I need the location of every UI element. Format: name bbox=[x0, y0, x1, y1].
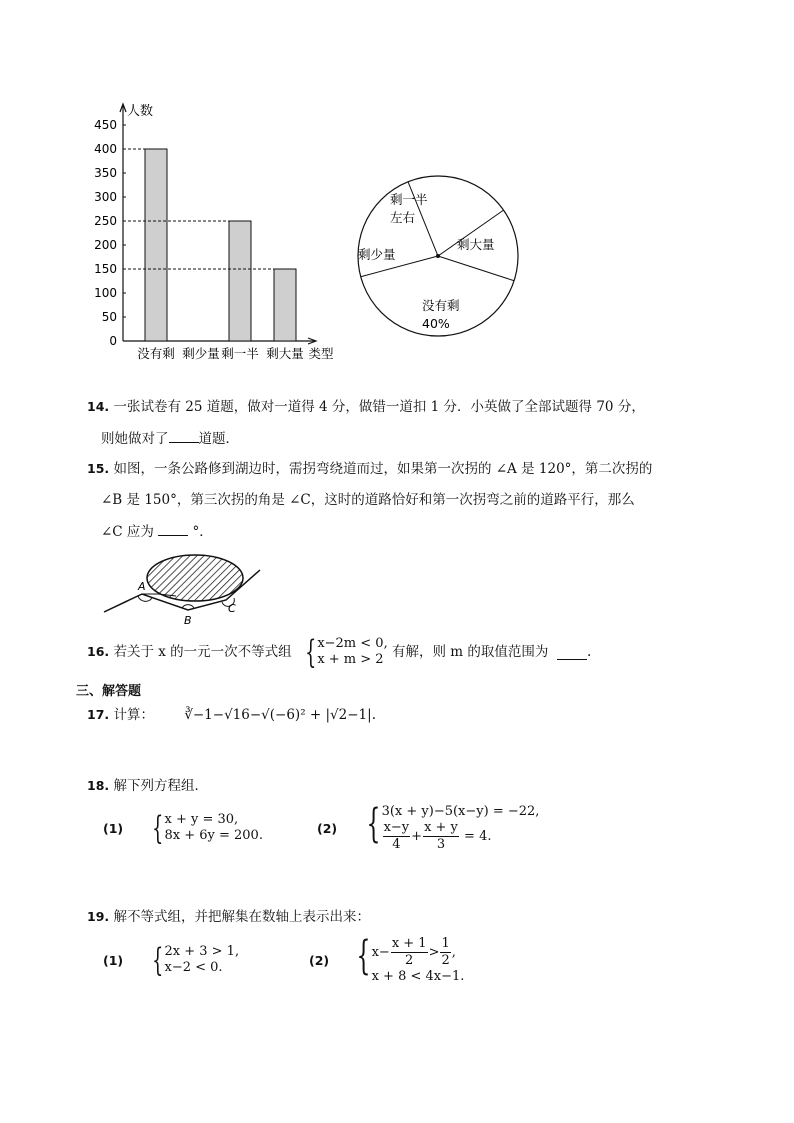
x-tick-label: 剩少量 bbox=[182, 346, 220, 361]
label-b: B bbox=[184, 614, 192, 627]
y-tick-label: 350 bbox=[94, 166, 117, 180]
y-tick-label: 400 bbox=[94, 142, 117, 156]
q18-p1-eq2: 8x + 6y = 200. bbox=[164, 828, 263, 843]
q18-p2-frac1-num: x−y bbox=[383, 819, 410, 835]
q19-p2-lead: x− bbox=[371, 944, 390, 960]
pie-label-2: 40% bbox=[422, 316, 450, 331]
q18-p1-label: (1) bbox=[103, 820, 124, 836]
q19-number: 19. bbox=[87, 909, 110, 924]
q17-expression: ∛−1−√16−√(−6)² + |√2−1|. bbox=[184, 707, 376, 723]
q16-answer-blank[interactable] bbox=[557, 645, 587, 660]
y-tick-label: 150 bbox=[94, 262, 117, 276]
q18-text: 解下列方程组． bbox=[113, 778, 208, 794]
q15-answer-blank[interactable] bbox=[158, 521, 188, 536]
q19-p2-label: (2) bbox=[309, 952, 330, 968]
pie-label-1: 剩大量 bbox=[457, 237, 495, 252]
pie-label-2: 没有剩 bbox=[422, 298, 460, 313]
q16-pre: 若关于 x 的一元一次不等式组 bbox=[113, 644, 292, 660]
y-tick-label: 450 bbox=[94, 118, 117, 132]
label-c: C bbox=[228, 602, 236, 615]
q19-p2-eq2: x + 8 < 4x−1. bbox=[371, 968, 465, 984]
q15-line1: 如图，一条公路修到湖边时，需拐弯绕道而过，如果第一次拐的 ∠A 是 120°，第二次拐的 bbox=[113, 461, 653, 477]
pie-center bbox=[436, 254, 440, 258]
q16-end: . bbox=[586, 644, 592, 660]
x-tick-label: 剩大量 bbox=[266, 346, 304, 361]
q19-text: 解不等式组，并把解集在数轴上表示出来： bbox=[113, 909, 370, 925]
q19-part2 bbox=[309, 932, 465, 984]
q18-part1 bbox=[103, 810, 263, 846]
q18-p2-brace: { bbox=[366, 800, 381, 847]
bar-0 bbox=[145, 149, 167, 341]
q14-answer-blank[interactable] bbox=[169, 428, 199, 443]
pie-chart bbox=[350, 160, 530, 340]
y-axis-label: 人数 bbox=[127, 104, 154, 119]
q18-p2-frac1-den: 4 bbox=[392, 836, 401, 852]
q18-number: 18. bbox=[87, 778, 110, 793]
q19-p2-frac1-num: x + 1 bbox=[391, 935, 427, 951]
y-tick-label: 100 bbox=[94, 286, 117, 300]
q19-p1-eq2: x−2 < 0. bbox=[164, 960, 223, 975]
x-tick-label: 剩一半 bbox=[221, 346, 259, 361]
q15-number: 15. bbox=[87, 461, 110, 476]
question-14 bbox=[87, 397, 645, 417]
q14-line2 bbox=[101, 428, 239, 449]
q16-post: 有解，则 m 的取值范围为 bbox=[392, 644, 549, 660]
q19-p1-label: (1) bbox=[103, 952, 124, 968]
y-tick-label: 0 bbox=[109, 334, 117, 348]
q19-p2-comma: , bbox=[451, 944, 456, 960]
bar-2 bbox=[229, 221, 251, 341]
y-tick-label: 200 bbox=[94, 238, 117, 252]
q18-p1-eq1: x + y = 30, bbox=[164, 812, 239, 827]
y-tick-label: 300 bbox=[94, 190, 117, 204]
q19-part1 bbox=[103, 942, 239, 978]
q15-line3a: ∠C 应为 bbox=[101, 524, 154, 540]
pie-label-0: 左右 bbox=[390, 210, 416, 225]
angle-b-arc bbox=[182, 605, 194, 608]
q15-line3 bbox=[101, 521, 213, 542]
q19-p1-brace: { bbox=[152, 941, 164, 979]
q14-line2b: 道题． bbox=[198, 431, 239, 447]
q15-line2: ∠B 是 150°，第三次拐的角是 ∠C，这时的道路恰好和第一次拐弯之前的道路平行，那么 bbox=[101, 492, 635, 508]
label-a: A bbox=[138, 580, 146, 593]
bar-3 bbox=[274, 269, 296, 341]
q19-p2-brace: { bbox=[356, 932, 371, 979]
q18-p2-label: (2) bbox=[317, 820, 338, 836]
q18-p2-eq1: 3(x + y)−5(x−y) = −22, bbox=[381, 803, 540, 819]
q18-p2-eq2 bbox=[382, 820, 540, 853]
q17-number: 17. bbox=[87, 707, 110, 722]
question-19 bbox=[87, 907, 370, 927]
q19-p2-frac1-den: 2 bbox=[405, 952, 414, 968]
q17-label: 计算： bbox=[113, 707, 154, 723]
x-axis-label: 类型 bbox=[308, 346, 334, 361]
q16-number: 16. bbox=[87, 644, 110, 659]
question-15 bbox=[87, 459, 652, 479]
question-18 bbox=[87, 776, 208, 796]
bar-chart bbox=[85, 95, 345, 365]
q16-system bbox=[296, 633, 388, 671]
pie-label-3: 剩少量 bbox=[358, 247, 396, 262]
q19-p2-eq1 bbox=[372, 936, 465, 969]
y-tick-label: 50 bbox=[101, 310, 117, 324]
q18-p2-frac2-num: x + y bbox=[424, 819, 458, 835]
q19-p1-eq1: 2x + 3 > 1, bbox=[164, 944, 240, 959]
q18-p2-plus: + bbox=[411, 828, 423, 844]
q19-p2-frac2-den: 2 bbox=[441, 952, 450, 968]
q16-ineq2: x + m > 2 bbox=[317, 652, 384, 667]
section-title: 三、解答题 bbox=[76, 684, 142, 699]
q18-p2-frac2-den: 3 bbox=[436, 836, 446, 852]
question-16 bbox=[87, 635, 591, 669]
q14-number: 14. bbox=[87, 399, 110, 414]
q19-p2-frac2-num: 1 bbox=[441, 935, 450, 951]
question-17 bbox=[87, 705, 376, 725]
pie-label-0: 剩一半 bbox=[390, 192, 428, 207]
x-tick-label: 没有剩 bbox=[137, 346, 175, 361]
q14-line2a: 则她做对了 bbox=[101, 431, 169, 447]
y-tick-label: 250 bbox=[94, 214, 117, 228]
lake-road-figure bbox=[98, 548, 273, 628]
q16-ineq1: x−2m < 0, bbox=[317, 636, 388, 651]
q15-line3b: °． bbox=[192, 524, 213, 540]
q16-brace: { bbox=[305, 633, 317, 671]
q18-p2-eq2-tail: = 4. bbox=[464, 828, 492, 844]
q19-p2-gt: > bbox=[428, 944, 440, 960]
q14-line1: 一张试卷有 25 道题，做对一道得 4 分，做错一道扣 1 分．小英做了全部试题得 70 分， bbox=[113, 399, 645, 415]
q18-part2 bbox=[317, 800, 540, 852]
q18-p1-brace: { bbox=[152, 809, 164, 847]
